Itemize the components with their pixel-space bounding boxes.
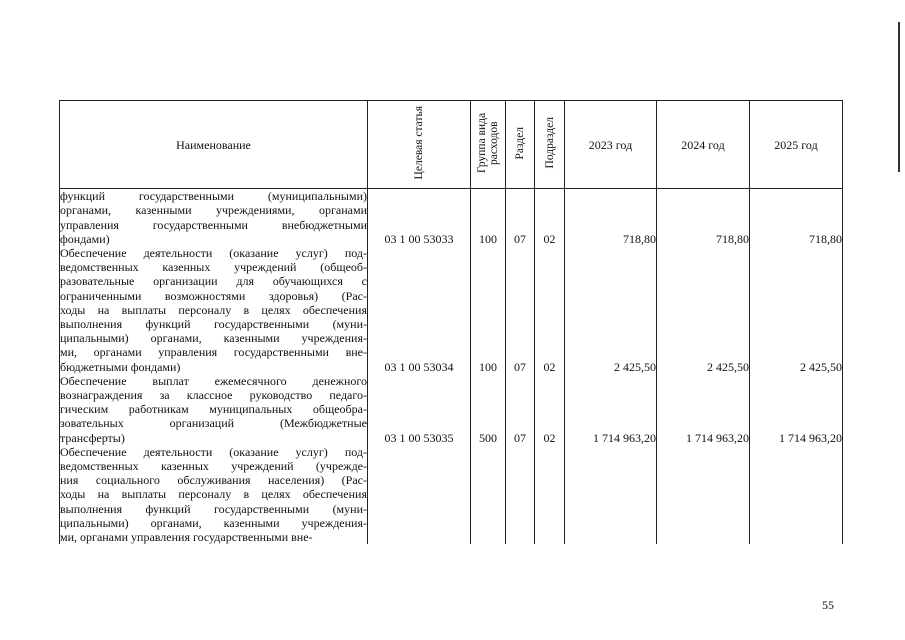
row-subsection [535, 445, 565, 544]
header-2023: 2023 год [565, 101, 657, 189]
row-2024: 2 425,50 [657, 246, 750, 374]
row-section: 07 [506, 374, 535, 445]
table-row [60, 445, 843, 544]
row-name-line: гическим работникам муниципальных общеобра- [60, 402, 367, 417]
row-name-line: ципальными) органами, казенными учреждения- [60, 331, 367, 346]
row-group: 100 [471, 189, 506, 246]
row-2025 [750, 445, 843, 544]
row-2024: 1 714 963,20 [657, 374, 750, 445]
header-group: Группа вида расходов [471, 101, 506, 189]
row-name-line: Обеспечение деятельности (оказание услуг) под- [60, 444, 367, 459]
row-name-line: ходы на выплаты персоналу в целях обеспечения [60, 302, 367, 317]
row-name-line: ния социального обслуживания населения) (Рас- [60, 473, 367, 488]
row-name [60, 374, 368, 445]
row-2023: 2 425,50 [565, 246, 657, 374]
row-group: 100 [471, 246, 506, 374]
row-name-line: органами, казенными учреждениями, органами [60, 203, 367, 218]
row-name-line: ходы на выплаты персоналу в целях обеспечения [60, 487, 367, 502]
row-target [368, 445, 471, 544]
row-name-line: ведомственных казенных учреждений (общеоб- [60, 260, 367, 275]
row-2023: 1 714 963,20 [565, 374, 657, 445]
page-number: 55 [822, 598, 834, 612]
header-subsection: Подраздел [535, 101, 565, 189]
row-name-line: управления государственными внебюджетными [60, 217, 367, 232]
row-name [60, 189, 368, 246]
row-2023 [565, 445, 657, 544]
row-section: 07 [506, 246, 535, 374]
table-row [60, 246, 843, 374]
row-name-line: трансферты) [60, 430, 125, 445]
row-name-line: ципальными) органами, казенными учреждения- [60, 515, 367, 530]
header-2025: 2025 год [750, 101, 843, 189]
row-name-line: ведомственных казенных учреждений (учрежде- [60, 459, 367, 474]
row-name-line: ограниченными возможностями здоровья) (Рас- [60, 288, 367, 303]
row-2025: 718,80 [750, 189, 843, 246]
row-name-line: разовательные организации для обучающихся с [60, 274, 367, 289]
row-2025: 2 425,50 [750, 246, 843, 374]
row-name-line: ми, органами управления государственными вне- [60, 530, 313, 545]
row-name-line: бюджетными фондами) [60, 359, 181, 374]
row-name-line: функций государственными (муниципальными) [60, 189, 367, 204]
row-name-line: зовательных организаций (Межбюджетные [60, 416, 367, 431]
row-name-line: выполнения функций государственными (муни- [60, 501, 367, 516]
row-group [471, 445, 506, 544]
table-row [60, 189, 843, 246]
row-subsection: 02 [535, 246, 565, 374]
header-2024: 2024 год [657, 101, 750, 189]
row-2023: 718,80 [565, 189, 657, 246]
table-header-row [60, 101, 843, 189]
row-name-line: Обеспечение деятельности (оказание услуг) под- [60, 246, 367, 261]
row-name-line: Обеспечение выплат ежемесячного денежного [60, 373, 367, 388]
row-target: 03 1 00 53033 [368, 189, 471, 246]
row-name [60, 445, 368, 544]
row-name-line: выполнения функций государственными (муни- [60, 317, 367, 332]
row-target: 03 1 00 53035 [368, 374, 471, 445]
row-subsection: 02 [535, 374, 565, 445]
row-section: 07 [506, 189, 535, 246]
row-name [60, 246, 368, 374]
row-name-line: ми, органами управления государственными вне- [60, 345, 367, 360]
header-section: Раздел [506, 101, 535, 189]
row-section [506, 445, 535, 544]
header-name: Наименование [60, 101, 368, 189]
table-row [60, 374, 843, 445]
budget-table [59, 100, 843, 544]
page-edge-line [898, 22, 900, 172]
row-target: 03 1 00 53034 [368, 246, 471, 374]
row-subsection: 02 [535, 189, 565, 246]
row-2025: 1 714 963,20 [750, 374, 843, 445]
header-target: Целевая статья [368, 101, 471, 189]
row-name-line: вознаграждения за классное руководство педаго- [60, 388, 367, 403]
row-name-line: фондами) [60, 231, 110, 246]
row-2024 [657, 445, 750, 544]
row-2024: 718,80 [657, 189, 750, 246]
row-group: 500 [471, 374, 506, 445]
